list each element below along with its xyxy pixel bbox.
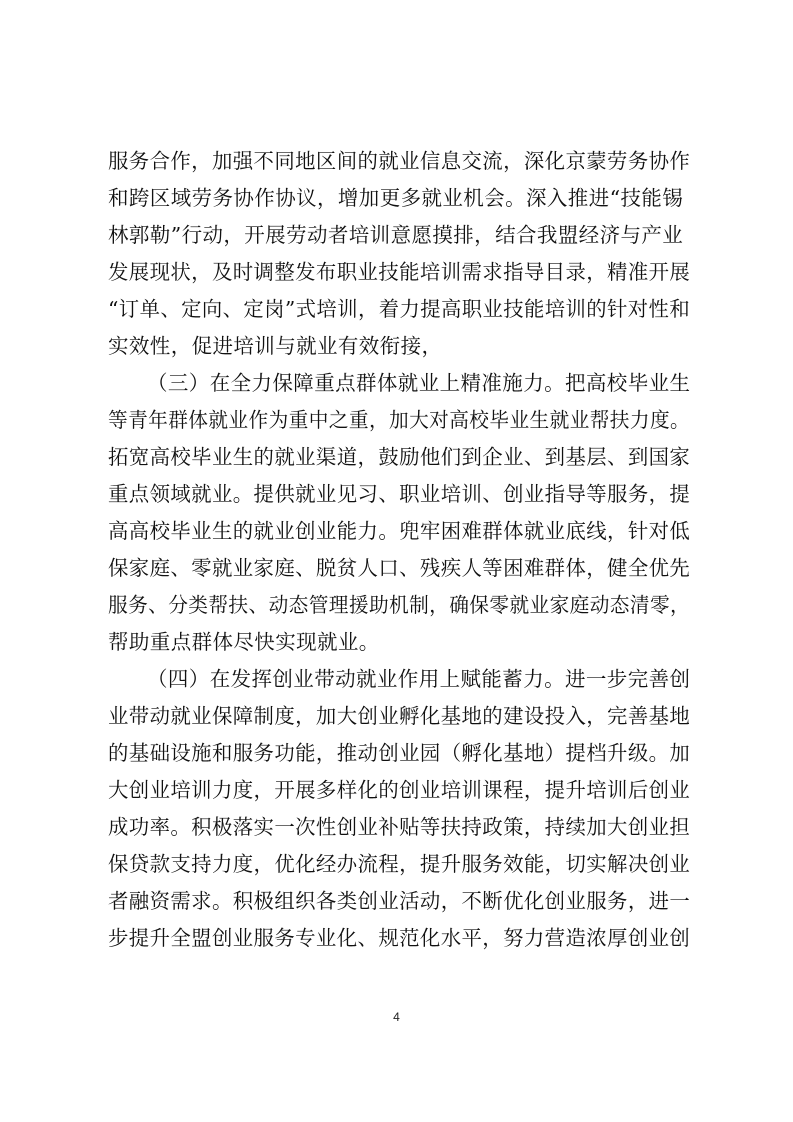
- text-line: 林郭勒”行动，开展劳动者培训意愿摸排，结合我盟经济与产业: [108, 223, 684, 247]
- text-line: 成功率。积极落实一次性创业补贴等扶持政策，持续加大创业担: [108, 815, 691, 839]
- text-line: 保贷款支持力度，优化经办流程，提升服务效能，切实解决创业: [108, 852, 691, 876]
- text-line: 服务、分类帮扶、动态管理援助机制，确保零就业家庭动态清零，: [108, 593, 691, 617]
- paragraph-heading-4: （四）在发挥创业带动就业作用上赋能蓄力。进一步完善创: [147, 667, 691, 691]
- text-line: 保家庭、零就业家庭、脱贫人口、残疾人等困难群体，健全优先: [108, 556, 691, 580]
- text-line: 高高校毕业生的就业创业能力。兜牢困难群体就业底线，针对低: [108, 519, 691, 543]
- text-line: 服务合作，加强不同地区间的就业信息交流，深化京蒙劳务协作: [108, 149, 691, 173]
- text-line: 帮助重点群体尽快实现就业。: [108, 630, 380, 654]
- page-number: 4: [393, 1010, 400, 1024]
- text-line: 步提升全盟创业服务专业化、规范化水平，努力营造浓厚创业创: [108, 926, 691, 950]
- text-line: 大创业培训力度，开展多样化的创业培训课程，提升培训后创业: [108, 778, 691, 802]
- text-line: “订单、定向、定岗”式培训，着力提高职业技能培训的针对性和: [108, 297, 691, 321]
- text-line: 者融资需求。积极组织各类创业活动，不断优化创业服务，进一: [108, 889, 691, 913]
- paragraph-heading-3: （三）在全力保障重点群体就业上精准施力。把高校毕业生: [147, 371, 691, 395]
- text-line: 拓宽高校毕业生的就业渠道，鼓励他们到企业、到基层、到国家: [108, 445, 691, 469]
- text-line: 的基础设施和服务功能，推动创业园（孵化基地）提档升级。加: [108, 741, 691, 765]
- text-line: 实效性，促进培训与就业有效衔接，: [108, 334, 443, 358]
- text-line: 和跨区域劳务协作协议，增加更多就业机会。深入推进“技能锡: [108, 186, 684, 210]
- text-line: 业带动就业保障制度，加大创业孵化基地的建设投入，完善基地: [108, 704, 691, 728]
- text-line: 等青年群体就业作为重中之重，加大对高校毕业生就业帮扶力度。: [108, 408, 691, 432]
- text-line: 重点领域就业。提供就业见习、职业培训、创业指导等服务，提: [108, 482, 691, 506]
- text-line: 发展现状，及时调整发布职业技能培训需求指导目录，精准开展: [108, 260, 691, 284]
